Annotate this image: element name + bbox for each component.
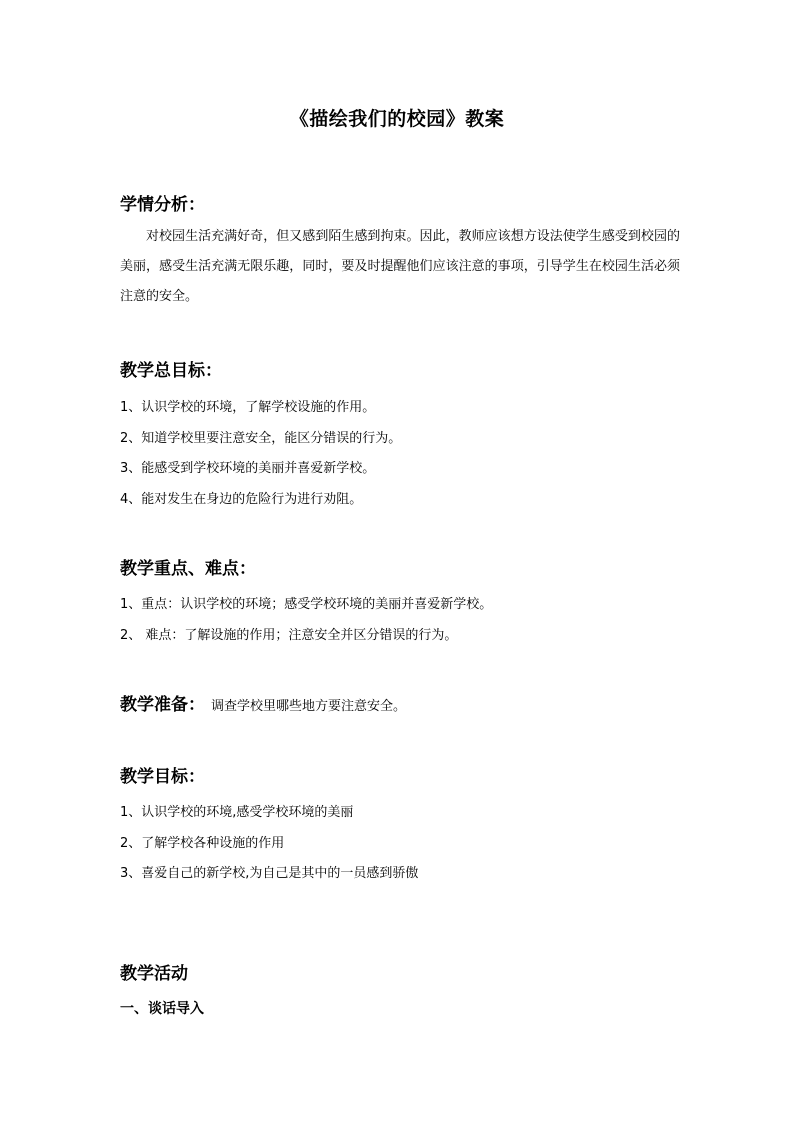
overall-goals-heading: 教学总目标： (120, 361, 222, 381)
goal-item: 3、喜爱自己的新学校,为自己是其中的一员感到骄傲 (120, 866, 419, 881)
preparation-text: 调查学校里哪些地方要注意安全。 (211, 699, 407, 714)
key-point-item: 1、重点：认识学校的环境；感受学校环境的美丽并喜爱新学校。 (120, 597, 493, 612)
preparation-section (120, 690, 406, 715)
goals-heading: 教学目标： (120, 767, 205, 787)
key-point-item: 2、 难点：了解设施的作用；注意安全并区分错误的行为。 (120, 628, 458, 643)
document-title: 《描绘我们的校园》教案 (289, 108, 505, 130)
activities-heading: 教学活动 (120, 964, 188, 984)
overall-goal-item: 4、能对发生在身边的危险行为进行劝阻。 (120, 492, 363, 507)
situation-heading: 学情分析： (120, 195, 205, 215)
situation-paragraph: 对校园生活充满好奇，但又感到陌生感到拘束。因此，教师应该想方设法使学生感受到校园的美丽，感受生活充满无限乐趣，同时，要及时提醒他们应该注意的事项，引导学生在校园生活必须注意的安全。 (120, 229, 680, 304)
goal-item: 1、认识学校的环境,感受学校环境的美丽 (120, 805, 354, 820)
goal-item: 2、了解学校各种设施的作用 (120, 836, 285, 851)
overall-goal-item: 3、能感受到学校环境的美丽并喜爱新学校。 (120, 461, 376, 476)
key-points-heading: 教学重点、难点： (120, 559, 256, 579)
overall-goal-item: 1、认识学校的环境，了解学校设施的作用。 (120, 400, 376, 415)
preparation-heading: 教学准备： (120, 695, 205, 715)
overall-goal-item: 2、知道学校里要注意安全，能区分错误的行为。 (120, 431, 402, 446)
activities-subheading: 一、谈话导入 (120, 1001, 204, 1017)
